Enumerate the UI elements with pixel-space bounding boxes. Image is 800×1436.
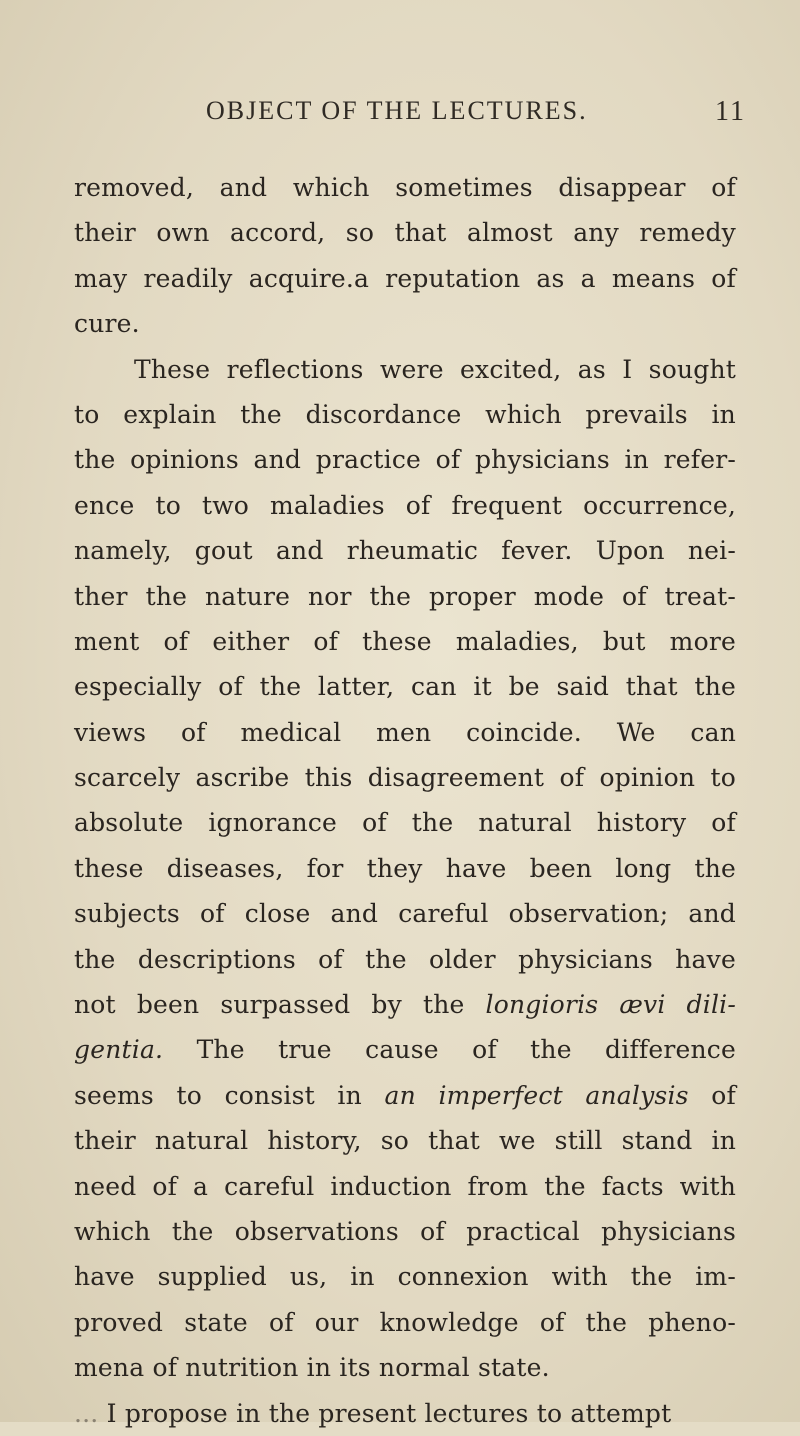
emphasized-phrase: an imperfect analysis: [384, 1080, 689, 1110]
text-line: mena of nutrition in its normal state.: [74, 1353, 550, 1383]
text-line: views of medical men coincide. We can: [74, 717, 736, 747]
text-line: the descriptions of the older physicians have: [74, 944, 736, 974]
text-line: especially of the latter, can it be said that the: [74, 672, 736, 702]
text-line: cure.: [74, 309, 140, 339]
page-number: 11: [715, 96, 746, 127]
text-line: removed, and which sometimes disappear of: [74, 173, 736, 202]
text-line: to explain the discordance which prevails in: [74, 399, 736, 429]
text-line: scarcely ascribe this disagreement of opinion to: [74, 763, 736, 793]
text-line: absolute ignorance of the natural history of: [74, 808, 736, 838]
text-line: proved state of our knowledge of the pheno-: [74, 1307, 736, 1337]
text-segment: The true cause of the difference: [196, 1035, 736, 1065]
text-line: their natural history, so that we still stand in: [74, 1126, 736, 1156]
text-line: subjects of close and careful observation; and: [74, 899, 736, 929]
latin-phrase: gentia.: [74, 1035, 164, 1065]
text-line: their own accord, so that almost any remedy: [74, 218, 736, 248]
text-segment: of: [711, 1080, 736, 1110]
text-line: these diseases, for they have been long the: [74, 853, 736, 883]
text-line: ence to two maladies of frequent occurrence,: [74, 490, 736, 520]
text-segment: seems to consist in: [74, 1080, 362, 1110]
text-line-mixed: [74, 1073, 736, 1118]
text-line: the opinions and practice of physicians in refer-: [74, 445, 736, 475]
text-segment: not been surpassed by the: [74, 990, 465, 1020]
text-line: These reflections were excited, as I sought: [134, 354, 736, 384]
text-line: ther the nature nor the proper mode of treat-: [74, 581, 736, 611]
text-line: namely, gout and rheumatic fever. Upon nei-: [74, 536, 736, 566]
ellipsis-mark: ...: [74, 1398, 99, 1428]
text-line: which the observations of practical physicians: [74, 1216, 736, 1246]
page-header: [206, 96, 746, 136]
text-line-mixed: [74, 982, 736, 1027]
text-line: have supplied us, in connexion with the im-: [74, 1262, 736, 1292]
text-segment: I propose in the present lectures to attempt: [106, 1398, 672, 1428]
running-title: OBJECT OF THE LECTURES.: [206, 96, 588, 125]
text-line: ment of either of these maladies, but more: [74, 626, 736, 656]
text-line-mixed: [74, 1027, 736, 1072]
text-line: may readily acquire.a reputation as a means of: [74, 263, 736, 293]
text-line: need of a careful induction from the facts with: [74, 1171, 736, 1201]
text-line-mixed: [74, 1391, 736, 1436]
body-text: [74, 165, 736, 1436]
latin-phrase: longioris ævi dili-: [485, 990, 736, 1020]
